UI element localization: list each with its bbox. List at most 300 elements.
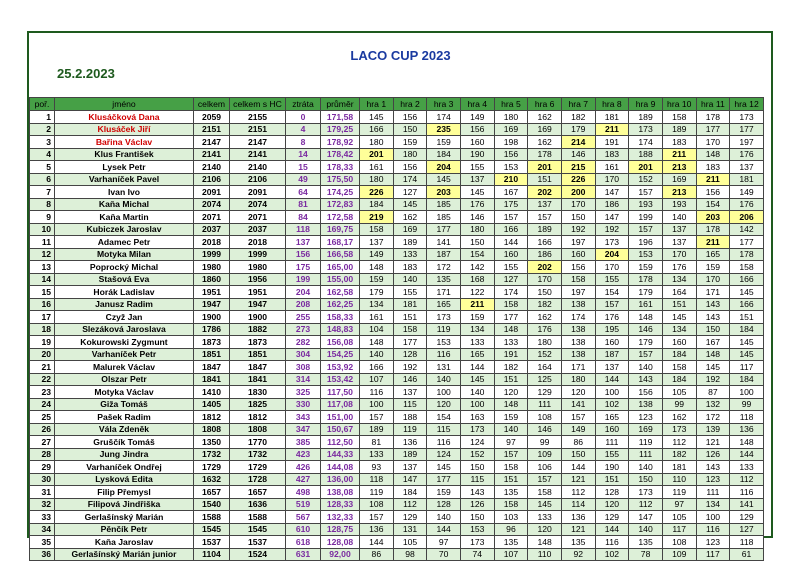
game-score-cell: 144 (360, 536, 394, 549)
total-hc-cell: 1545 (230, 523, 286, 536)
loss-cell: 137 (286, 236, 321, 249)
game-score-cell: 125 (528, 373, 562, 386)
game-score-cell: 135 (494, 536, 528, 549)
column-header: celkem s HC (230, 98, 286, 111)
total-cell: 1732 (194, 448, 230, 461)
game-score-cell: 134 (662, 273, 696, 286)
total-cell: 2140 (194, 161, 230, 174)
table-row (30, 161, 764, 174)
game-score-cell: 176 (730, 148, 764, 161)
total-hc-cell: 1841 (230, 373, 286, 386)
game-score-cell: 70 (427, 548, 461, 561)
game-score-cell: 116 (427, 436, 461, 449)
average-cell: 179,25 (321, 123, 360, 136)
average-cell: 156,08 (321, 336, 360, 349)
total-cell: 1657 (194, 486, 230, 499)
average-cell: 128,75 (321, 523, 360, 536)
game-score-cell: 152 (629, 173, 663, 186)
table-row (30, 511, 764, 524)
game-score-cell: 173 (595, 236, 629, 249)
game-score-cell: 159 (460, 311, 494, 324)
game-score-cell: 147 (393, 473, 427, 486)
game-score-cell: 148 (528, 536, 562, 549)
results-table (29, 97, 764, 561)
game-score-cell: 211 (696, 173, 730, 186)
game-score-cell: 157 (528, 211, 562, 224)
player-name-cell: Klusáčková Dana (55, 111, 194, 124)
total-hc-cell: 1956 (230, 273, 286, 286)
game-score-cell: 173 (629, 486, 663, 499)
loss-cell: 423 (286, 448, 321, 461)
game-score-cell: 140 (494, 423, 528, 436)
game-score-cell: 99 (662, 398, 696, 411)
total-hc-cell: 2140 (230, 161, 286, 174)
game-score-cell: 186 (595, 198, 629, 211)
total-hc-cell: 1847 (230, 361, 286, 374)
game-score-cell: 134 (662, 323, 696, 336)
total-hc-cell: 1830 (230, 386, 286, 399)
player-name-cell: Jung Jindra (55, 448, 194, 461)
game-score-cell: 112 (730, 473, 764, 486)
loss-cell: 49 (286, 173, 321, 186)
table-row (30, 398, 764, 411)
game-score-cell: 143 (460, 486, 494, 499)
rank-cell: 34 (30, 523, 55, 536)
game-score-cell: 158 (662, 111, 696, 124)
game-score-cell: 121 (696, 436, 730, 449)
game-score-cell: 179 (629, 336, 663, 349)
rank-cell: 33 (30, 511, 55, 524)
game-score-cell: 145 (730, 286, 764, 299)
total-hc-cell: 2151 (230, 123, 286, 136)
game-score-cell: 98 (393, 548, 427, 561)
game-score-cell: 150 (629, 473, 663, 486)
game-score-cell: 150 (460, 461, 494, 474)
game-score-cell: 183 (662, 136, 696, 149)
loss-cell: 314 (286, 373, 321, 386)
total-hc-cell: 1812 (230, 411, 286, 424)
table-row (30, 298, 764, 311)
game-score-cell: 127 (393, 186, 427, 199)
game-score-cell: 145 (360, 111, 394, 124)
game-score-cell: 161 (595, 161, 629, 174)
rank-cell: 8 (30, 198, 55, 211)
column-header: ztráta (286, 98, 321, 111)
total-hc-cell: 1851 (230, 348, 286, 361)
game-score-cell: 131 (393, 523, 427, 536)
column-header: hra 7 (561, 98, 595, 111)
table-row (30, 311, 764, 324)
game-score-cell: 116 (360, 386, 394, 399)
game-score-cell: 156 (393, 161, 427, 174)
total-hc-cell: 1873 (230, 336, 286, 349)
rank-cell: 10 (30, 223, 55, 236)
player-name-cell: Giža Tomáš (55, 398, 194, 411)
game-score-cell: 100 (427, 386, 461, 399)
average-cell: 150,67 (321, 423, 360, 436)
game-score-cell: 133 (360, 448, 394, 461)
game-score-cell: 202 (528, 261, 562, 274)
player-name-cell: Kaňa Jaroslav (55, 536, 194, 549)
game-score-cell: 171 (561, 361, 595, 374)
game-score-cell: 159 (360, 273, 394, 286)
game-score-cell: 160 (494, 248, 528, 261)
game-score-cell: 187 (595, 348, 629, 361)
game-score-cell: 116 (696, 523, 730, 536)
game-score-cell: 197 (561, 286, 595, 299)
table-row (30, 261, 764, 274)
game-score-cell: 173 (460, 536, 494, 549)
game-score-cell: 153 (629, 248, 663, 261)
game-score-cell: 145 (730, 348, 764, 361)
game-score-cell: 140 (629, 361, 663, 374)
game-score-cell: 86 (360, 548, 394, 561)
game-score-cell: 164 (528, 361, 562, 374)
game-score-cell: 127 (494, 273, 528, 286)
game-score-cell: 93 (360, 461, 394, 474)
table-row (30, 386, 764, 399)
game-score-cell: 166 (730, 298, 764, 311)
column-header: hra 10 (662, 98, 696, 111)
game-score-cell: 145 (460, 373, 494, 386)
game-score-cell: 178 (528, 148, 562, 161)
header-row (30, 98, 764, 111)
player-name-cell: Kokurowski Zygmunt (55, 336, 194, 349)
game-score-cell: 149 (561, 423, 595, 436)
total-cell: 2059 (194, 111, 230, 124)
game-score-cell: 144 (561, 461, 595, 474)
game-score-cell: 140 (393, 273, 427, 286)
game-score-cell: 100 (460, 398, 494, 411)
game-score-cell: 155 (494, 261, 528, 274)
game-score-cell: 151 (528, 173, 562, 186)
total-hc-cell: 1657 (230, 486, 286, 499)
game-score-cell: 166 (494, 223, 528, 236)
game-score-cell: 116 (730, 486, 764, 499)
game-score-cell: 159 (494, 411, 528, 424)
game-score-cell: 201 (528, 161, 562, 174)
game-score-cell: 175 (494, 198, 528, 211)
game-score-cell: 166 (360, 123, 394, 136)
game-score-cell: 165 (427, 298, 461, 311)
game-score-cell: 134 (460, 323, 494, 336)
game-score-cell: 162 (528, 311, 562, 324)
total-cell: 1545 (194, 523, 230, 536)
total-hc-cell: 1537 (230, 536, 286, 549)
table-row (30, 198, 764, 211)
game-score-cell: 197 (561, 236, 595, 249)
game-score-cell: 142 (730, 223, 764, 236)
game-score-cell: 150 (460, 511, 494, 524)
loss-cell: 81 (286, 198, 321, 211)
game-score-cell: 120 (494, 386, 528, 399)
total-hc-cell: 2071 (230, 211, 286, 224)
game-score-cell: 183 (595, 148, 629, 161)
average-cell: 175,50 (321, 173, 360, 186)
game-score-cell: 137 (528, 198, 562, 211)
player-name-cell: Janusz Radim (55, 298, 194, 311)
game-score-cell: 104 (360, 323, 394, 336)
total-cell: 1104 (194, 548, 230, 561)
game-score-cell: 181 (662, 461, 696, 474)
rank-cell: 20 (30, 348, 55, 361)
game-score-cell: 173 (662, 423, 696, 436)
total-hc-cell: 2106 (230, 173, 286, 186)
game-score-cell: 181 (393, 298, 427, 311)
game-score-cell: 162 (393, 211, 427, 224)
game-score-cell: 184 (730, 373, 764, 386)
game-score-cell: 161 (360, 311, 394, 324)
game-score-cell: 157 (561, 411, 595, 424)
loss-cell: 118 (286, 223, 321, 236)
game-score-cell: 138 (561, 336, 595, 349)
average-cell: 117,50 (321, 386, 360, 399)
game-score-cell: 180 (561, 373, 595, 386)
game-score-cell: 149 (360, 248, 394, 261)
game-score-cell: 214 (561, 136, 595, 149)
game-score-cell: 176 (730, 198, 764, 211)
table-row (30, 486, 764, 499)
game-score-cell: 124 (427, 448, 461, 461)
game-score-cell: 197 (730, 136, 764, 149)
rank-cell: 6 (30, 173, 55, 186)
game-score-cell: 211 (696, 236, 730, 249)
game-score-cell: 192 (595, 223, 629, 236)
column-header: hra 2 (393, 98, 427, 111)
game-score-cell: 161 (360, 161, 394, 174)
game-score-cell: 138 (561, 323, 595, 336)
game-score-cell: 180 (460, 223, 494, 236)
game-score-cell: 126 (696, 448, 730, 461)
game-score-cell: 107 (494, 548, 528, 561)
game-score-cell: 170 (595, 173, 629, 186)
total-cell: 1860 (194, 273, 230, 286)
total-hc-cell: 1947 (230, 298, 286, 311)
game-score-cell: 115 (393, 398, 427, 411)
game-score-cell: 100 (730, 386, 764, 399)
game-score-cell: 143 (629, 373, 663, 386)
total-hc-cell: 1825 (230, 398, 286, 411)
player-name-cell: Poprocký Michal (55, 261, 194, 274)
rank-cell: 16 (30, 298, 55, 311)
game-score-cell: 186 (528, 248, 562, 261)
game-score-cell: 156 (696, 186, 730, 199)
rank-cell: 22 (30, 373, 55, 386)
game-score-cell: 156 (561, 261, 595, 274)
game-score-cell: 198 (494, 136, 528, 149)
loss-cell: 175 (286, 261, 321, 274)
game-score-cell: 177 (393, 336, 427, 349)
average-cell: 144,08 (321, 461, 360, 474)
game-score-cell: 156 (393, 111, 427, 124)
loss-cell: 204 (286, 286, 321, 299)
table-row (30, 423, 764, 436)
rank-cell: 1 (30, 111, 55, 124)
average-cell: 172,58 (321, 211, 360, 224)
game-score-cell: 226 (561, 173, 595, 186)
game-score-cell: 108 (360, 498, 394, 511)
total-cell: 1410 (194, 386, 230, 399)
game-score-cell: 167 (494, 186, 528, 199)
game-score-cell: 100 (696, 511, 730, 524)
game-score-cell: 96 (494, 523, 528, 536)
game-score-cell: 129 (393, 511, 427, 524)
total-cell: 1537 (194, 536, 230, 549)
game-score-cell: 148 (494, 398, 528, 411)
game-score-cell: 117 (696, 548, 730, 561)
total-cell: 1980 (194, 261, 230, 274)
table-row (30, 411, 764, 424)
rank-cell: 36 (30, 548, 55, 561)
average-cell: 128,33 (321, 498, 360, 511)
loss-cell: 325 (286, 386, 321, 399)
game-score-cell: 153 (460, 523, 494, 536)
rank-cell: 28 (30, 448, 55, 461)
column-header: celkem (194, 98, 230, 111)
game-score-cell: 136 (360, 523, 394, 536)
game-score-cell: 162 (528, 136, 562, 149)
game-score-cell: 170 (696, 273, 730, 286)
game-score-cell: 78 (629, 548, 663, 561)
rank-cell: 18 (30, 323, 55, 336)
game-score-cell: 184 (427, 148, 461, 161)
game-score-cell: 74 (460, 548, 494, 561)
game-score-cell: 120 (427, 398, 461, 411)
player-name-cell: Klusáček Jiří (55, 123, 194, 136)
game-score-cell: 102 (595, 398, 629, 411)
game-score-cell: 153 (427, 336, 461, 349)
game-score-cell: 154 (460, 248, 494, 261)
total-hc-cell: 1770 (230, 436, 286, 449)
game-score-cell: 137 (595, 361, 629, 374)
total-cell: 1632 (194, 473, 230, 486)
game-score-cell: 158 (528, 486, 562, 499)
game-score-cell: 155 (595, 448, 629, 461)
game-score-cell: 211 (460, 298, 494, 311)
game-score-cell: 114 (561, 498, 595, 511)
total-hc-cell: 1729 (230, 461, 286, 474)
game-score-cell: 158 (662, 361, 696, 374)
game-score-cell: 176 (595, 311, 629, 324)
game-score-cell: 184 (662, 373, 696, 386)
game-score-cell: 178 (696, 111, 730, 124)
table-row (30, 336, 764, 349)
loss-cell: 255 (286, 311, 321, 324)
loss-cell: 0 (286, 111, 321, 124)
game-score-cell: 171 (696, 286, 730, 299)
game-score-cell: 151 (494, 373, 528, 386)
rank-cell: 24 (30, 398, 55, 411)
game-score-cell: 150 (696, 323, 730, 336)
table-row (30, 286, 764, 299)
rank-cell: 15 (30, 286, 55, 299)
loss-cell: 199 (286, 273, 321, 286)
game-score-cell: 112 (629, 498, 663, 511)
game-score-cell: 174 (629, 136, 663, 149)
loss-cell: 519 (286, 498, 321, 511)
game-score-cell: 142 (460, 261, 494, 274)
game-score-cell: 193 (629, 198, 663, 211)
total-cell: 2091 (194, 186, 230, 199)
loss-cell: 308 (286, 361, 321, 374)
rank-cell: 9 (30, 211, 55, 224)
game-score-cell: 215 (561, 161, 595, 174)
game-score-cell: 219 (360, 211, 394, 224)
game-score-cell: 172 (696, 411, 730, 424)
game-score-cell: 154 (696, 198, 730, 211)
game-score-cell: 143 (696, 461, 730, 474)
game-score-cell: 179 (561, 123, 595, 136)
total-hc-cell: 1808 (230, 423, 286, 436)
game-score-cell: 155 (393, 286, 427, 299)
game-score-cell: 158 (360, 223, 394, 236)
game-score-cell: 145 (427, 461, 461, 474)
total-cell: 1729 (194, 461, 230, 474)
column-header: jméno (55, 98, 194, 111)
game-score-cell: 123 (696, 473, 730, 486)
game-score-cell: 149 (460, 111, 494, 124)
game-score-cell: 140 (427, 511, 461, 524)
table-row (30, 211, 764, 224)
average-cell: 178,33 (321, 161, 360, 174)
loss-cell: 14 (286, 148, 321, 161)
game-score-cell: 155 (595, 273, 629, 286)
total-hc-cell: 2141 (230, 148, 286, 161)
loss-cell: 304 (286, 348, 321, 361)
game-score-cell: 147 (595, 186, 629, 199)
game-score-cell: 136 (730, 423, 764, 436)
game-score-cell: 118 (360, 473, 394, 486)
player-name-cell: Filip Přemysl (55, 486, 194, 499)
game-score-cell: 201 (360, 148, 394, 161)
game-score-cell: 147 (595, 211, 629, 224)
rank-cell: 27 (30, 436, 55, 449)
total-cell: 1540 (194, 498, 230, 511)
average-cell: 153,92 (321, 361, 360, 374)
game-score-cell: 116 (427, 348, 461, 361)
loss-cell: 567 (286, 511, 321, 524)
game-score-cell: 170 (595, 261, 629, 274)
game-score-cell: 210 (494, 173, 528, 186)
game-score-cell: 146 (629, 323, 663, 336)
average-cell: 162,25 (321, 298, 360, 311)
game-score-cell: 153 (494, 161, 528, 174)
game-score-cell: 192 (696, 373, 730, 386)
game-score-cell: 135 (561, 536, 595, 549)
rank-cell: 21 (30, 361, 55, 374)
total-hc-cell: 1882 (230, 323, 286, 336)
player-name-cell: Malurek Václav (55, 361, 194, 374)
game-score-cell: 188 (629, 148, 663, 161)
game-score-cell: 97 (494, 436, 528, 449)
game-score-cell: 137 (460, 173, 494, 186)
game-score-cell: 136 (393, 436, 427, 449)
game-score-cell: 163 (460, 411, 494, 424)
loss-cell: 4 (286, 123, 321, 136)
table-row (30, 361, 764, 374)
rank-cell: 29 (30, 461, 55, 474)
loss-cell: 631 (286, 548, 321, 561)
game-score-cell: 137 (393, 386, 427, 399)
game-score-cell: 123 (629, 411, 663, 424)
game-score-cell: 193 (662, 198, 696, 211)
game-score-cell: 128 (595, 486, 629, 499)
game-score-cell: 138 (561, 298, 595, 311)
game-score-cell: 157 (528, 473, 562, 486)
game-score-cell: 158 (494, 498, 528, 511)
average-cell: 92,00 (321, 548, 360, 561)
game-score-cell: 111 (629, 448, 663, 461)
